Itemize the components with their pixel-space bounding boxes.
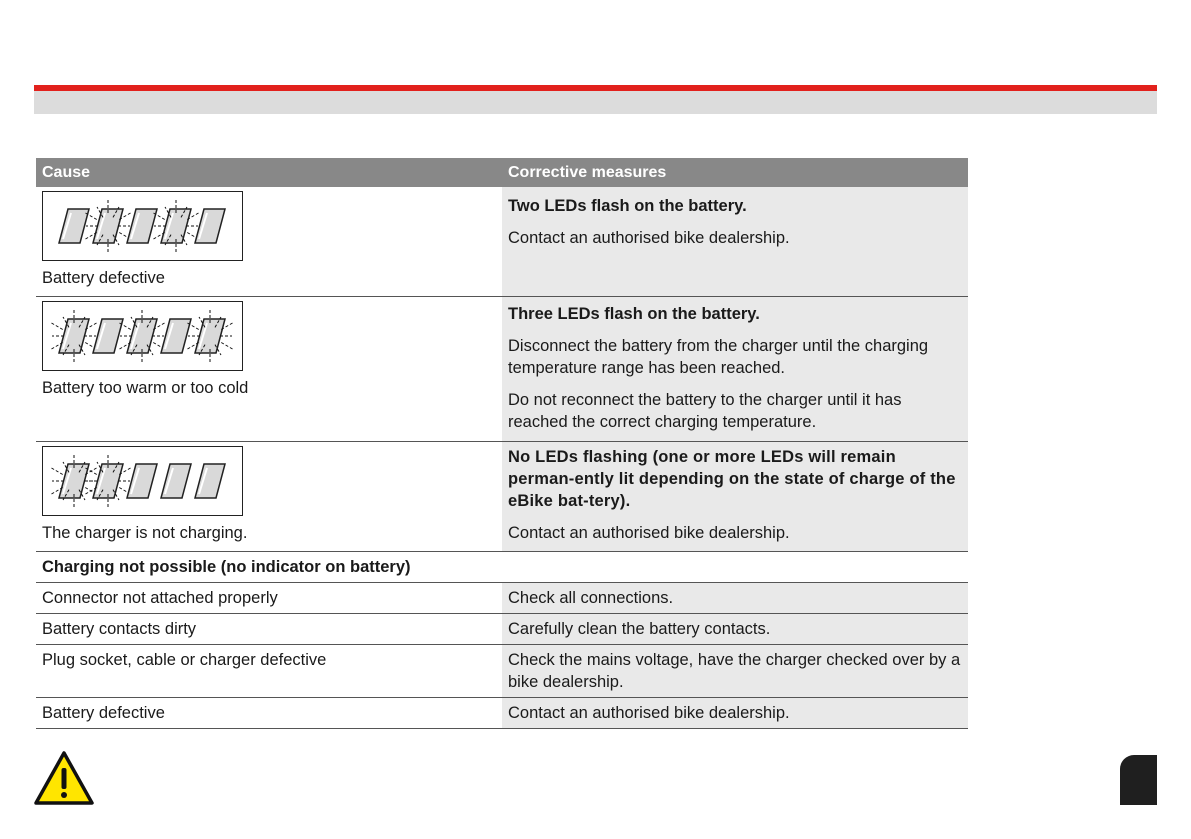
cause-text: Battery contacts dirty — [36, 614, 502, 645]
battery-led-indicator — [42, 301, 243, 371]
battery-led-indicator — [42, 446, 243, 516]
measure-text: Check all connections. — [502, 583, 968, 614]
led-indicator-graphic — [43, 192, 241, 259]
led-segment-flashing — [85, 454, 132, 508]
led-segment — [161, 319, 191, 353]
table-row — [36, 698, 968, 729]
cause-cell — [36, 442, 502, 552]
table-row — [36, 614, 968, 645]
measures-title: No LEDs flashing (one or more LEDs will remain perman-ently lit depending on the state of charge of the eBike bat-tery). — [508, 448, 956, 510]
cause-text: Battery too warm or too cold — [42, 379, 249, 397]
led-segment — [161, 464, 191, 498]
cause-text: The charger is not charging. — [42, 524, 248, 542]
measures-cell — [502, 297, 968, 442]
measure-text: Contact an authorised bike dealership. — [502, 698, 968, 729]
cause-text: Battery defective — [42, 269, 165, 287]
cause-text: Connector not attached properly — [36, 583, 502, 614]
led-segment — [59, 209, 89, 243]
measure-text: Contact an authorised bike dealership. — [508, 229, 790, 247]
table-row — [36, 297, 968, 442]
cause-text: Battery defective — [36, 698, 502, 729]
led-segment-flashing — [119, 309, 166, 363]
led-segment — [195, 464, 225, 498]
table-row — [36, 583, 968, 614]
table-row — [36, 442, 968, 552]
measures-cell — [502, 187, 968, 297]
battery-led-indicator — [42, 191, 243, 261]
section-heading: Charging not possible (no indicator on battery) — [36, 552, 502, 583]
measure-text: Check the mains voltage, have the charger checked over by a bike dealership. — [502, 645, 968, 698]
header-measures: Corrective measures — [502, 158, 968, 187]
measure-text: Do not reconnect the battery to the charger until it has reached the correct charging temperature. — [508, 391, 902, 431]
table-row — [36, 645, 968, 698]
led-indicator-graphic — [43, 447, 241, 514]
measure-text: Disconnect the battery from the charger until the charging temperature range has been reached. — [508, 337, 929, 377]
header-cause: Cause — [36, 158, 502, 187]
led-segment — [195, 209, 225, 243]
measure-text: Carefully clean the battery contacts. — [502, 614, 968, 645]
led-segment-flashing — [153, 199, 200, 253]
measures-cell — [502, 442, 968, 552]
cause-cell — [36, 187, 502, 297]
section-heading-row — [36, 552, 968, 583]
cause-text: Plug socket, cable or charger defective — [36, 645, 502, 698]
led-segment-flashing — [187, 309, 234, 363]
troubleshooting-table — [36, 158, 968, 729]
led-segment-flashing — [85, 199, 132, 253]
empty-cell — [502, 552, 968, 583]
led-segment — [127, 209, 157, 243]
warning-triangle-icon — [33, 750, 95, 806]
measure-text: Contact an authorised bike dealership. — [508, 524, 790, 542]
measures-title: Three LEDs flash on the battery. — [508, 305, 760, 323]
header-gray-band — [34, 91, 1157, 114]
cause-cell — [36, 297, 502, 442]
led-segment — [93, 319, 123, 353]
measures-title: Two LEDs flash on the battery. — [508, 197, 747, 215]
table-row — [36, 187, 968, 297]
led-indicator-graphic — [43, 302, 241, 369]
table-header-row — [36, 158, 968, 187]
page-section-tab — [1120, 755, 1157, 805]
led-segment-flashing — [51, 309, 98, 363]
led-segment — [127, 464, 157, 498]
